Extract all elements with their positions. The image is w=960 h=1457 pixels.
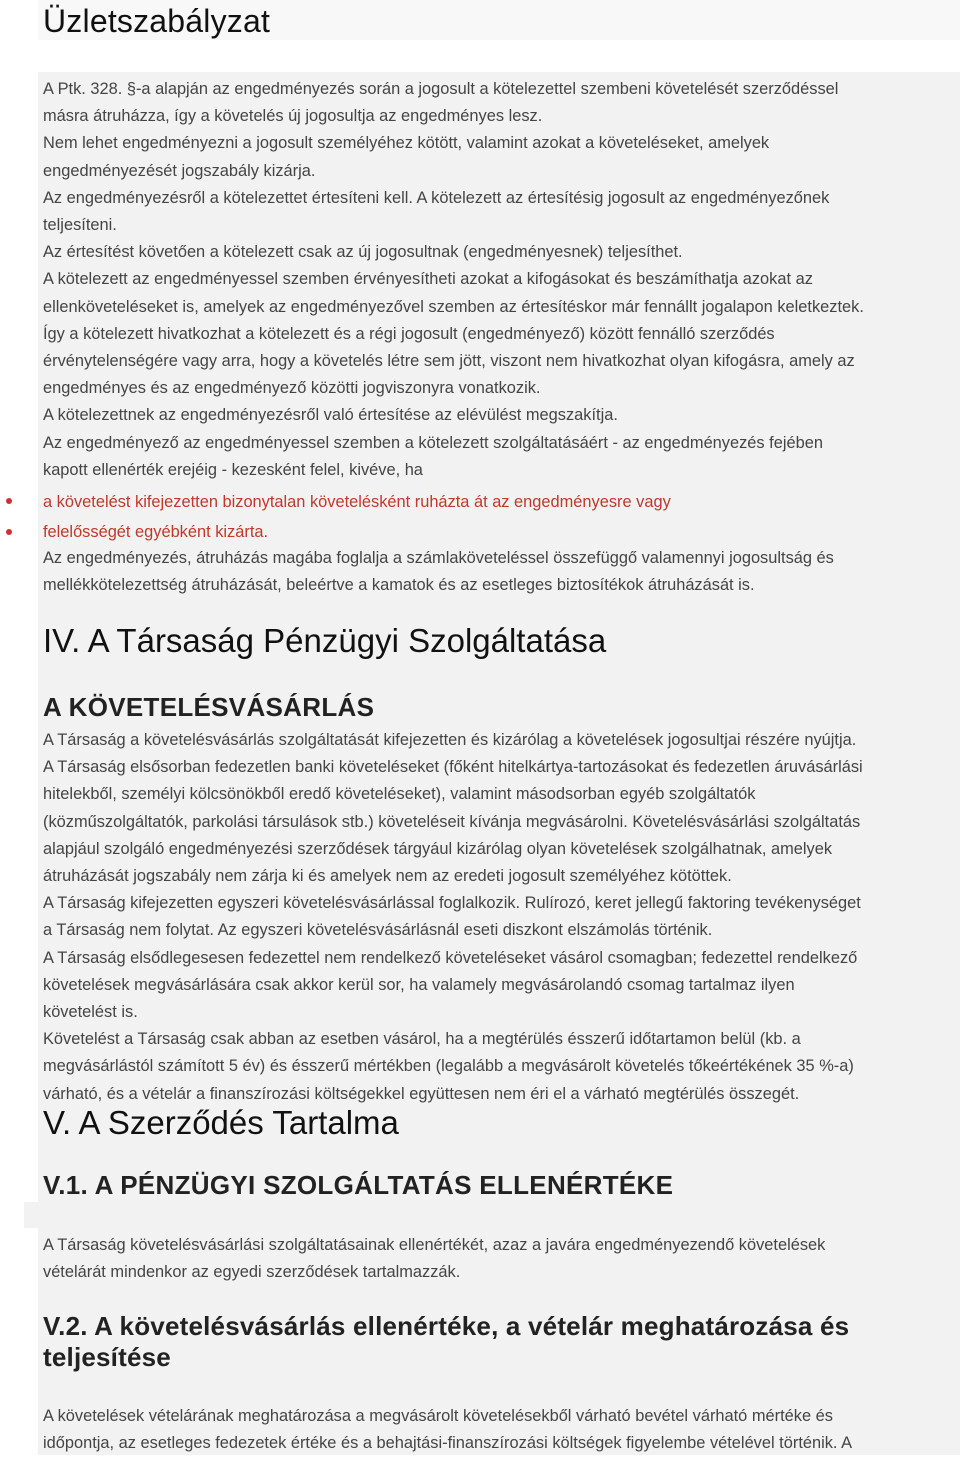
section-heading: IV. A Társaság Pénzügyi Szolgáltatása: [43, 622, 607, 659]
text-line: ellenköveteléseket is, amelyek az engedményezővel szemben az értesítéskor már fennállt jogalapon keletkeztek.: [43, 297, 864, 316]
text-line: teljesíteni.: [43, 216, 117, 235]
text-line: időpontja, az esetleges fedezetek értéke és a behajtási-finanszírozási költségek figyelembe vételével történik. A: [43, 1434, 853, 1453]
section-text: [43, 727, 955, 1108]
text-line: vételárát mindenkor az egyedi szerződések tartalmazzák.: [43, 1263, 461, 1282]
bullet-dot-icon: [6, 529, 12, 535]
text-line: A kötelezettnek az engedményezésről való értesítése az elévülést megszakítja.: [43, 406, 618, 425]
transfer-text: [43, 545, 955, 599]
bullet-item: a követelést kifejezetten bizonytalan követelésként ruházta át az engedményesre vagy: [43, 493, 671, 511]
subsection-heading: A KÖVETELÉSVÁSÁRLÁS: [43, 692, 375, 722]
text-line: Így a kötelezett hivatkozhat a kötelezett és a régi jogosult (engedményező) között fennálló szerződés: [43, 324, 775, 343]
text-line: másra átruházza, így a követelés új jogosultja az engedményes lesz.: [43, 107, 543, 126]
text-line: alapjául szolgáló engedményezési szerződések tárgyául kizárólag olyan követelések szolgálhatnak, amelyek: [43, 839, 833, 858]
subsection-heading: V.2. A követelésvásárlás ellenértéke, a vételár meghatározása és teljesítése: [43, 1311, 850, 1372]
text-line: kapott ellenérték erejéig - kezesként felel, kivéve, ha: [43, 460, 423, 479]
text-line: átruházását jogszabály nem zárja ki és amelyek nem az eredeti jogosult személyéhez kötöttek.: [43, 867, 732, 886]
margin-gap: [0, 478, 38, 544]
text-line: engedményezését jogszabály kizárja.: [43, 161, 316, 180]
text-line: (közműszolgáltatók, parkolási társulások stb.) követeléseit kívánja megvásárolni. Követelésvásárlási szolgáltatás: [43, 812, 861, 831]
text-line: mellékkötelezettség átruházását, beleértve a kamatok és az esetleges biztosítékok átruházását is.: [43, 576, 755, 595]
text-line: követelések megvásárlására csak akkor kerül sor, ha valamely megvásárolandó csomag tartalmaz ilyen: [43, 975, 795, 994]
text-line: A Társaság követelésvásárlási szolgáltatásainak ellenértékét, azaz a javára engedményezendő követelések: [43, 1236, 826, 1254]
section-heading: V. A Szerződés Tartalma: [43, 1104, 399, 1141]
text-line: követelést is.: [43, 1003, 138, 1022]
text-line: A Ptk. 328. §-a alapján az engedményezés során a jogosult a kötelezettel szembeni követelését szerződéssel: [43, 80, 839, 98]
text-line: hitelekből, személyi kölcsönökből eredő követeléseket), valamint másodsorban egyéb szolgáltatók: [43, 785, 756, 804]
text-line: A követelések vételárának meghatározása a megvásárolt követelésekből várható bevétel várható mértéke és: [43, 1407, 833, 1425]
subsection-heading: V.1. A PÉNZÜGYI SZOLGÁLTATÁS ELLENÉRTÉKE: [43, 1170, 674, 1200]
text-line: A Társaság kifejezetten egyszeri követelésvásárlással foglalkozik. Rulírozó, keret jellegű faktoring tevékenységet: [43, 894, 861, 913]
text-line: megvásárlástól számított 5 év) és ésszerű mértékben (legalább a megvásárolt követelés tőkeértékének 35 %-a): [43, 1057, 854, 1076]
bullet-dot-icon: [6, 498, 12, 504]
text-line: Követelést a Társaság csak abban az esetben vásárol, ha a megtérülés ésszerű időtartamon belül (kb. a: [43, 1030, 801, 1049]
intro-text: [43, 76, 955, 484]
text-line: érvénytelenségére vagy arra, hogy a követelés létre sem jött, viszont nem hivatkozhat olyan kifogásra, amely az: [43, 352, 855, 371]
section-text: [43, 1232, 955, 1286]
text-line: A Társaság elsősorban fedezetlen banki követeléseket (főként hitelkártya-tartozásokat és fedezetlen áruvásárlási: [43, 758, 863, 777]
text-line: Az engedményezésről a kötelezettet értesíteni kell. A kötelezett az értesítésig jogosult az engedményezőnek: [43, 188, 830, 207]
text-line: várható, és a vételár a finanszírozási költségekkel együttesen nem éri el a várható megtérülés összegét.: [43, 1084, 800, 1103]
text-line: a Társaság nem folytat. Az egyszeri követelésvásárlásnál eseti diszkont elszámolás történik.: [43, 921, 713, 940]
text-line: A Társaság elsődlegesesen fedezettel nem rendelkező követeléseket vásárol csomagban; fedezettel rendelkező: [43, 948, 858, 967]
text-line: engedményes és az engedményező közötti jogviszonyra vonatkozik.: [43, 379, 541, 398]
text-line: A Társaság a követelésvásárlás szolgáltatását kifejezetten és kizárólag a követelések jogosultjai részére nyújtja.: [43, 731, 857, 749]
bullet-item: felelősségét egyébként kizárta.: [43, 523, 269, 541]
text-line: Nem lehet engedményezni a jogosult személyéhez kötött, valamint azokat a követeléseket, amelyek: [43, 134, 770, 153]
page-title: Üzletszabályzat: [43, 3, 271, 39]
text-line: Az értesítést követően a kötelezett csak az új jogosultnak (engedményesnek) teljesíthet.: [43, 243, 683, 262]
text-line: Az engedményezés, átruházás magába foglalja a számlaköveteléssel összefüggő valamennyi jogosultság és: [43, 549, 834, 567]
section-text: [43, 1403, 955, 1457]
margin-gap: [24, 1202, 40, 1228]
text-line: Az engedményező az engedményessel szemben a kötelezett szolgáltatásáért - az engedményezés fejében: [43, 433, 823, 452]
text-line: A kötelezett az engedményessel szemben érvényesítheti azokat a kifogásokat és beszámíthatja azokat az: [43, 270, 813, 289]
